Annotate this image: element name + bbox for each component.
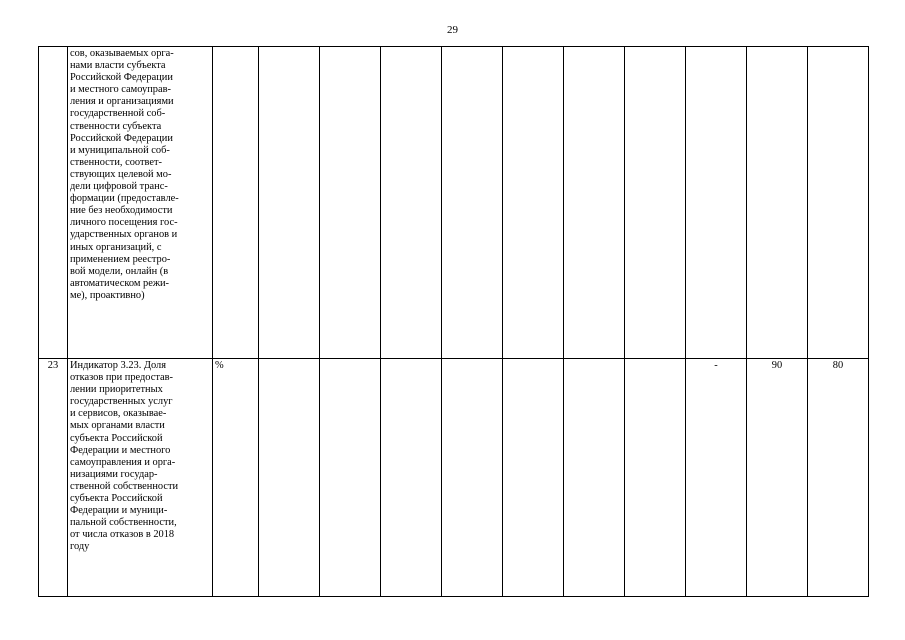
value-cell [381, 47, 442, 359]
text-line: формации (предоставле- [70, 193, 179, 205]
value-cell [747, 47, 808, 359]
table-row-continuation [39, 47, 869, 359]
row-number-cell [39, 47, 68, 359]
table-row-indicator-23 [39, 359, 869, 597]
text-line: Федерации и местного [70, 444, 171, 456]
text-line: субъекта Российской [70, 493, 163, 505]
text-line: ме), проактивно) [70, 289, 145, 301]
text-line: ние без необходимости [70, 205, 173, 217]
text-line: мых органами власти [70, 420, 165, 432]
text-line: Российской Федерации [70, 132, 173, 144]
text-line: ления и организациями [70, 96, 174, 108]
indicator-name-cell [68, 359, 213, 597]
text-line: ственной собственности [70, 480, 179, 492]
text-line: вой модели, онлайн (в [70, 265, 169, 277]
text-line: личного посещения гос- [70, 217, 178, 229]
value-cell [503, 47, 564, 359]
value-cell [442, 47, 503, 359]
page-number: 29 [447, 24, 458, 36]
text-line: применением реестро- [70, 253, 171, 265]
value-cell [625, 359, 686, 597]
row-number-cell: 23 [39, 359, 68, 597]
text-line: дели цифровой транс- [70, 181, 168, 193]
text-line: от числа отказов в 2018 [70, 529, 175, 541]
value-cell [381, 359, 442, 597]
indicator-name-cell [68, 47, 213, 359]
text-line: Федерации и муници- [70, 505, 168, 517]
text-line: ствующих целевой мо- [70, 168, 172, 180]
text-line: и местного самоуправ- [70, 84, 171, 96]
value-cell: 90 [747, 359, 808, 597]
text-line: субъекта Российской [70, 432, 163, 444]
value-cell [320, 47, 381, 359]
value-cell [564, 359, 625, 597]
text-line: Индикатор 3.23. Доля [70, 360, 167, 371]
text-line: низациями государ- [70, 468, 158, 480]
value-cell [259, 359, 320, 597]
value-cell [320, 359, 381, 597]
text-line: автоматическом режи- [70, 277, 170, 289]
text-line: иных организаций, с [70, 241, 162, 253]
text-line: самоуправления и орга- [70, 456, 176, 468]
text-line: отказов при предостав- [70, 372, 173, 384]
value-cell [259, 47, 320, 359]
text-line: году [70, 541, 90, 553]
text-line: нами власти субъекта [70, 60, 166, 72]
unit-cell: % [213, 359, 259, 597]
unit-cell [213, 47, 259, 359]
text-line: сов, оказываемых орга- [70, 48, 174, 59]
text-line: государственной соб- [70, 108, 166, 120]
indicator-table [38, 46, 869, 597]
text-line: ственности, соответ- [70, 156, 162, 168]
value-cell [808, 47, 869, 359]
value-cell [686, 47, 747, 359]
text-line: ударственных органов и [70, 229, 178, 241]
text-line: и муниципальной соб- [70, 144, 170, 156]
text-line: лении приоритетных [70, 384, 163, 396]
text-line: пальной собственности, [70, 517, 177, 529]
text-line: государственных услуг [70, 396, 173, 408]
value-cell [564, 47, 625, 359]
text-line: ственности субъекта [70, 120, 162, 132]
value-cell: - [686, 359, 747, 597]
value-cell [625, 47, 686, 359]
value-cell [442, 359, 503, 597]
text-line: Российской Федерации [70, 72, 173, 84]
value-cell [503, 359, 564, 597]
value-cell: 80 [808, 359, 869, 597]
text-line: и сервисов, оказывае- [70, 408, 167, 420]
